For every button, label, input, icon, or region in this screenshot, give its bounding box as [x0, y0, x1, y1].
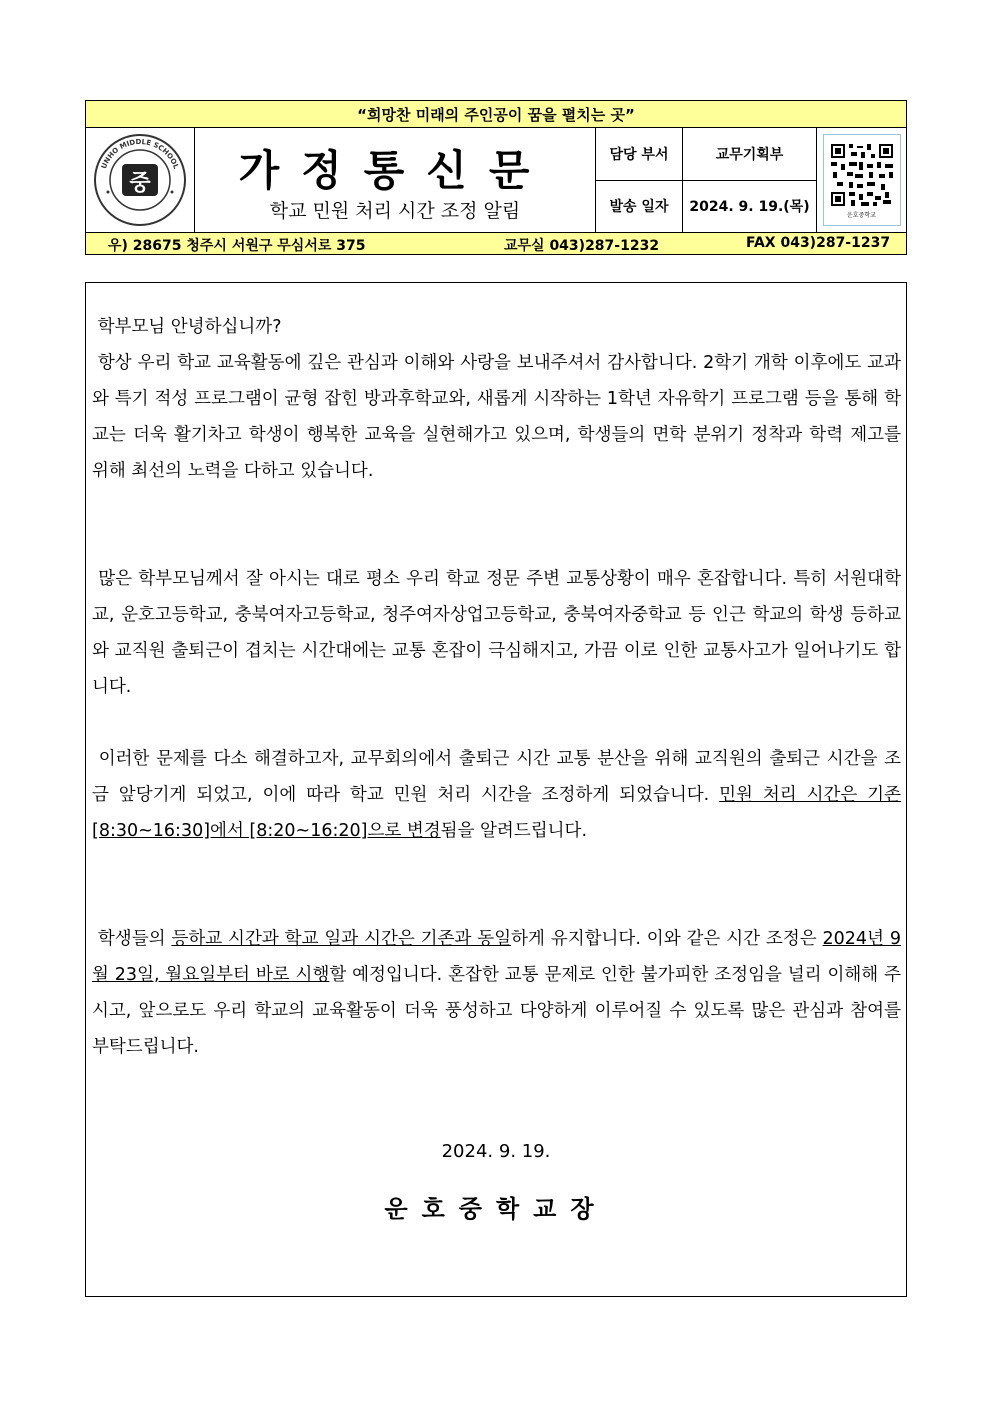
paragraph-4: 학생들의 등하교 시간과 학교 일과 시간은 기존과 동일하게 유지합니다. 이와 같은 시간 조정은 2024년 9월 23일, 월요일부터 바로 시행할 예정입니다. 혼잡한 교통 문제로 인한 불가피한 조정임을 널리 이해해 주시고, 앞으로도 우리 학교의 교육활동이 더욱 풍성하고 다양하게 이루어질 수 있도록 많은 관심과 참여를 부탁드립니다. — [92, 929, 902, 1057]
date-label: 발송 일자 — [596, 181, 683, 233]
dept-label: 담당 부서 — [596, 128, 683, 180]
school-address: 우) 28675 청주시 서원구 무심서로 375 — [108, 238, 366, 254]
school-slogan: “희망찬 미래의 주인공이 꿈을 펼치는 곳” — [86, 101, 906, 128]
letter-body — [85, 282, 907, 1297]
letter-date: 2024. 9. 19. — [441, 1141, 551, 1162]
greeting-block — [92, 309, 901, 489]
school-phone: 교무실 043)287-1232 — [504, 238, 660, 254]
paragraph-2-block — [92, 561, 901, 705]
qr-cell — [817, 128, 906, 232]
qr-box[interactable] — [823, 134, 901, 226]
paragraph-3: 이러한 문제를 다소 해결하고자, 교무회의에서 출퇴근 시간 교통 분산을 위해 교직원의 출퇴근 시간을 조금 앞당기게 되었고, 이에 따라 학교 민원 처리 시간을 조정하게 되었습니다. 민원 처리 시간은 기존 [8:30~16:30]에서 [8:20~16:20]으로 변경됨을 알려드립니다. — [92, 749, 901, 841]
paragraph-3-block — [92, 741, 901, 849]
complaint-hours-change: 민원 처리 시간은 기존 [8:30~16:30]에서 [8:20~16:20]으로 변경 — [92, 785, 901, 841]
newsletter-subtitle: 학교 민원 처리 시간 조정 알림 — [269, 200, 521, 222]
school-hours-unchanged: 등하교 시간과 학교 일과 시간은 기존과 동일 — [171, 929, 512, 949]
paragraph-2: 많은 학부모님께서 잘 아시는 대로 평소 우리 학교 정문 주변 교통상황이 매우 혼잡합니다. 특히 서원대학교, 운호고등학교, 충북여자고등학교, 청주여자상업고등학교, 충북여자중학교 등 인근 학교의 학생 등하교와 교직원 출퇴근이 겹치는 시간대에는 교통 혼잡이 극심해지고, 가끔 이로 인한 교통사고가 일어나기도 합니다. — [92, 569, 901, 697]
dept-value: 교무기획부 — [715, 146, 784, 163]
greeting: 학부모님 안녕하십니까? — [97, 317, 282, 337]
newsletter-header — [85, 100, 907, 255]
dept-row — [596, 128, 816, 180]
date-row — [596, 180, 816, 233]
school-logo — [92, 132, 188, 228]
newsletter-title: 가정통신문 — [238, 146, 552, 195]
title-cell — [195, 128, 596, 232]
effective-date: 2024년 9월 23일, 월요일부터 바로 시행 — [92, 929, 902, 985]
date-value: 2024. 9. 19.(목) — [689, 199, 810, 216]
paragraph-1: 항상 우리 학교 교육활동에 깊은 관심과 이해와 사랑을 보내주셔서 감사합니다. 2학기 개학 이후에도 교과와 특기 적성 프로그램이 균형 잡힌 방과후학교와, 새롭게 시작하는 1학년 자유학기 프로그램 등을 통해 학교는 더욱 활기차고 학생이 행복한 교육을 실현해가고 있으며, 학생들의 면학 분위기 정착과 학력 제고를 위해 최선의 노력을 다하고 있습니다. — [92, 353, 901, 481]
school-fax: FAX 043)287-1237 — [746, 235, 891, 251]
info-table — [596, 128, 817, 232]
header-main-row — [86, 128, 906, 233]
logo-cell — [86, 128, 195, 232]
principal-signature: 운호중학교장 — [384, 1195, 608, 1223]
contact-bar — [86, 233, 906, 254]
logo-text: UNHO MIDDLE SCHOOL — [99, 137, 181, 170]
qr-code-icon — [829, 142, 895, 208]
logo-mark: 중 — [129, 171, 151, 196]
paragraph-4-block — [92, 921, 901, 1065]
qr-caption: 운호중학교 — [847, 211, 876, 219]
